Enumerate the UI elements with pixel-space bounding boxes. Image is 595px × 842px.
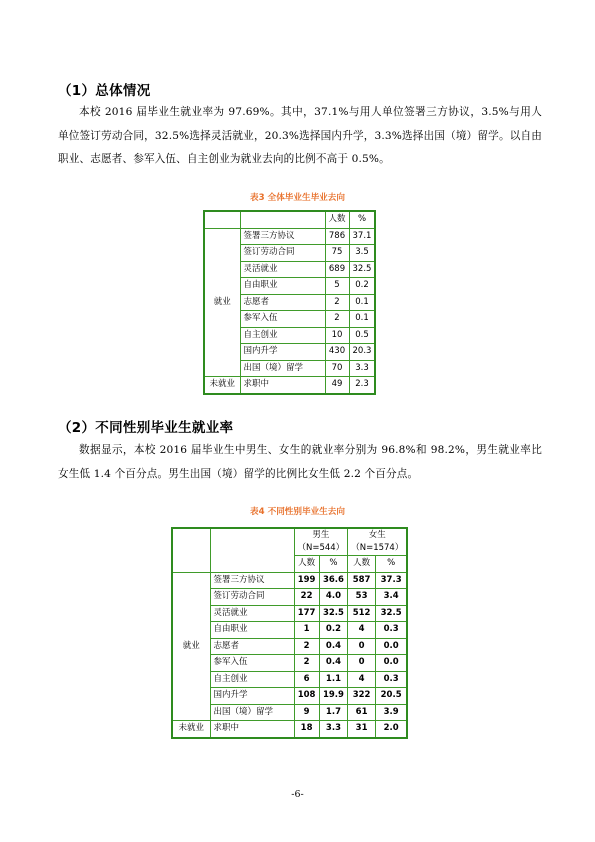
row-label: 求职中 [240, 377, 325, 394]
male-percent: 32.5 [319, 605, 348, 622]
male-count: 199 [294, 572, 319, 589]
row-label: 出国（境）留学 [240, 360, 325, 377]
female-percent: 0.0 [375, 655, 407, 672]
female-count: 0 [348, 655, 376, 672]
female-count: 53 [348, 589, 376, 606]
row-percent: 0.2 [349, 278, 375, 295]
female-percent: 2.0 [375, 721, 407, 738]
row-label: 参军入伍 [210, 655, 294, 672]
female-percent: 3.4 [375, 589, 407, 606]
male-percent: 36.6 [319, 572, 348, 589]
row-label: 自由职业 [240, 278, 325, 295]
female-percent: 0.0 [375, 638, 407, 655]
table-row [172, 721, 407, 738]
male-percent: 1.7 [319, 704, 348, 721]
header-female-count: 人数 [348, 556, 376, 573]
header-blank-cell [210, 528, 294, 572]
header-male [294, 528, 348, 556]
row-count: 5 [325, 278, 349, 295]
header-percent: % [349, 211, 375, 228]
header-male-percent: % [319, 556, 348, 573]
row-percent: 0.1 [349, 294, 375, 311]
row-label: 志愿者 [210, 638, 294, 655]
male-percent: 0.2 [319, 622, 348, 639]
row-percent: 0.1 [349, 311, 375, 328]
male-percent: 0.4 [319, 655, 348, 672]
female-count: 31 [348, 721, 376, 738]
male-count: 6 [294, 671, 319, 688]
male-percent: 1.1 [319, 671, 348, 688]
row-label: 自主创业 [240, 327, 325, 344]
header-blank-cell [240, 211, 325, 228]
female-count: 4 [348, 671, 376, 688]
header-male-n: （N=544） [297, 543, 345, 553]
group-label-unemployed: 未就业 [204, 377, 240, 394]
row-label: 签署三方协议 [240, 228, 325, 245]
row-percent: 3.3 [349, 360, 375, 377]
header-female-label: 女生 [368, 530, 386, 540]
header-female-n: （N=1574） [351, 543, 404, 553]
row-count: 786 [325, 228, 349, 245]
table-row [204, 228, 375, 245]
header-female [348, 528, 408, 556]
header-count: 人数 [325, 211, 349, 228]
male-count: 2 [294, 655, 319, 672]
row-label: 签订劳动合同 [240, 245, 325, 262]
male-count: 108 [294, 688, 319, 705]
table-row [172, 572, 407, 589]
row-percent: 0.5 [349, 327, 375, 344]
header-male-count: 人数 [294, 556, 319, 573]
female-count: 0 [348, 638, 376, 655]
row-label: 自主创业 [210, 671, 294, 688]
female-count: 4 [348, 622, 376, 639]
table-3-caption: 表3 全体毕业生毕业去向 [250, 193, 345, 203]
male-count: 2 [294, 638, 319, 655]
row-percent: 2.3 [349, 377, 375, 394]
group-label-employed: 就业 [172, 572, 210, 721]
row-label: 求职中 [210, 721, 294, 738]
row-percent: 20.3 [349, 344, 375, 361]
female-percent: 0.3 [375, 671, 407, 688]
female-percent: 0.3 [375, 622, 407, 639]
female-percent: 37.3 [375, 572, 407, 589]
female-count: 61 [348, 704, 376, 721]
female-percent: 32.5 [375, 605, 407, 622]
male-count: 9 [294, 704, 319, 721]
row-label: 国内升学 [210, 688, 294, 705]
male-count: 22 [294, 589, 319, 606]
row-count: 689 [325, 261, 349, 278]
female-count: 322 [348, 688, 376, 705]
row-count: 75 [325, 245, 349, 262]
row-label: 参军入伍 [240, 311, 325, 328]
table-header-row [172, 528, 407, 556]
female-percent: 20.5 [375, 688, 407, 705]
row-label: 签署三方协议 [210, 572, 294, 589]
table-4-caption: 表4 不同性别毕业生去向 [250, 507, 345, 517]
group-label-unemployed: 未就业 [172, 721, 210, 738]
female-count: 587 [348, 572, 376, 589]
male-percent: 19.9 [319, 688, 348, 705]
header-female-percent: % [375, 556, 407, 573]
table-row [204, 377, 375, 394]
row-label: 签订劳动合同 [210, 589, 294, 606]
male-percent: 3.3 [319, 721, 348, 738]
row-count: 2 [325, 294, 349, 311]
row-count: 430 [325, 344, 349, 361]
table-4 [171, 527, 408, 739]
row-count: 10 [325, 327, 349, 344]
row-label: 出国（境）留学 [210, 704, 294, 721]
row-label: 志愿者 [240, 294, 325, 311]
male-count: 1 [294, 622, 319, 639]
male-count: 177 [294, 605, 319, 622]
header-blank-cell [172, 528, 210, 572]
row-label: 灵活就业 [240, 261, 325, 278]
row-label: 国内升学 [240, 344, 325, 361]
male-percent: 4.0 [319, 589, 348, 606]
row-percent: 3.5 [349, 245, 375, 262]
section-2-heading: （2）不同性别毕业生就业率 [58, 420, 234, 436]
section-1-paragraph: 本校 2016 届毕业生就业率为 97.69%。其中，37.1%与用人单位签署三方协议，3.5%与用人单位签订劳动合同，32.5%选择灵活就业，20.3%选择国内升学，3.3%选择出国（境）留学。以自由职业、志愿者、参军入伍、自主创业为就业去向的比例不高于 0.5%。 [58, 106, 542, 165]
page-number: -6- [291, 789, 304, 800]
table-3 [203, 210, 376, 395]
section-1-heading: （1）总体情况 [58, 83, 151, 99]
row-count: 2 [325, 311, 349, 328]
row-label: 灵活就业 [210, 605, 294, 622]
male-count: 18 [294, 721, 319, 738]
female-percent: 3.9 [375, 704, 407, 721]
group-label-employed: 就业 [204, 228, 240, 377]
header-blank-cell [204, 211, 240, 228]
row-percent: 32.5 [349, 261, 375, 278]
table-header-row [204, 211, 375, 228]
male-percent: 0.4 [319, 638, 348, 655]
row-label: 自由职业 [210, 622, 294, 639]
header-male-label: 男生 [312, 530, 330, 540]
row-count: 49 [325, 377, 349, 394]
section-2-paragraph: 数据显示，本校 2016 届毕业生中男生、女生的就业率分别为 96.8%和 98.2%，男生就业率比女生低 1.4 个百分点。男生出国（境）留学的比例比女生低 2.2 个百分点。 [58, 444, 542, 480]
row-count: 70 [325, 360, 349, 377]
female-count: 512 [348, 605, 376, 622]
row-percent: 37.1 [349, 228, 375, 245]
